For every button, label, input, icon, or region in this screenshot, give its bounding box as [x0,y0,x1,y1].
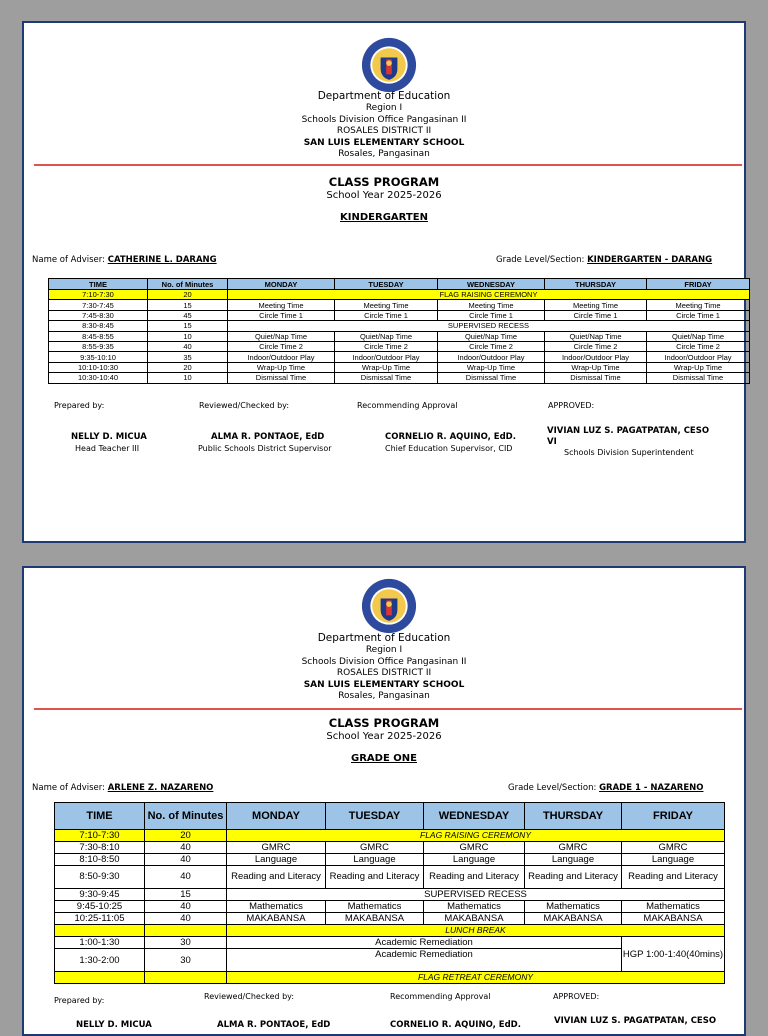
prepared-by-role: Head Teacher III [75,444,140,453]
address: Rosales, Pangasinan [338,149,430,159]
header-tuesday: TUESDAY [335,279,438,290]
table-row [55,937,725,949]
time-cell: 8:55-9:35 [49,341,148,351]
tuesday-cell: MAKABANSA [326,913,424,925]
adviser-label: Name of Adviser: [32,255,105,265]
minutes-cell: 20 [148,290,228,300]
region: Region I [365,103,403,113]
header-thursday: THURSDAY [525,803,622,830]
span-cell: SUPERVISED RECESS [227,889,725,901]
tuesday-cell: Reading and Literacy [326,866,424,889]
approved-name: VIVIAN LUZ S. PAGATPATAN, CESO [554,1016,717,1026]
table-row [49,310,750,320]
approved-role: Schools Division Superintendent [564,448,694,457]
header-divider [34,164,742,166]
monday-cell: Mathematics [227,901,326,913]
table-header-row [49,279,750,290]
minutes-cell [145,925,227,937]
approved-name: VIVIAN LUZ S. PAGATPATAN, CESO [547,426,710,436]
minutes-cell: 40 [145,913,227,925]
wednesday-cell: Circle Time 2 [438,341,545,351]
time-cell: 10:25-11:05 [55,913,145,925]
schedule-table [54,802,725,984]
thursday-cell: Meeting Time [545,300,647,310]
tuesday-cell: Language [326,854,424,866]
prepared-by-label: Prepared by: [54,401,105,410]
minutes-cell: 30 [145,937,227,949]
title-block [24,175,744,223]
time-cell: 10:30-10:40 [49,373,148,383]
time-cell: 1:00-1:30 [55,937,145,949]
monday-cell: Language [227,854,326,866]
time-cell: 7:10-7:30 [55,830,145,842]
tuesday-cell: Wrap-Up Time [335,362,438,372]
table-row [55,866,725,889]
header-wednesday: WEDNESDAY [424,803,525,830]
header-wednesday: WEDNESDAY [438,279,545,290]
minutes-cell: 45 [148,310,228,320]
recommending-role: Chief Education Supervisor, CID [385,444,513,453]
reviewed-by-name: ALMA R. PONTAOE, EdD [217,1020,331,1030]
thursday-cell: Reading and Literacy [525,866,622,889]
district: ROSALES DISTRICT II [336,126,432,136]
wednesday-cell: Dismissal Time [438,373,545,383]
friday-cell: Indoor/Outdoor Play [647,352,750,362]
adviser-line [32,783,213,793]
tuesday-cell: Circle Time 1 [335,310,438,320]
document-page-grade-one [22,566,746,1036]
thursday-cell: MAKABANSA [525,913,622,925]
friday-cell: Dismissal Time [647,373,750,383]
table-row [49,300,750,310]
wednesday-cell: Quiet/Nap Time [438,331,545,341]
time-cell: 1:30-2:00 [55,949,145,972]
thursday-cell: Quiet/Nap Time [545,331,647,341]
grade-section-label: Grade Level/Section: [508,783,597,793]
time-cell: 7:45-8:30 [49,310,148,320]
minutes-cell: 40 [145,866,227,889]
wednesday-cell: GMRC [424,842,525,854]
minutes-cell: 15 [148,300,228,310]
time-cell: 7:30-7:45 [49,300,148,310]
time-cell: 9:35-10:10 [49,352,148,362]
span-cell: Academic Remediation [227,949,622,972]
monday-cell: MAKABANSA [227,913,326,925]
tuesday-cell: Mathematics [326,901,424,913]
time-cell: 7:30-8:10 [55,842,145,854]
header-time: TIME [55,803,145,830]
span-cell: LUNCH BREAK [227,925,725,937]
adviser-label: Name of Adviser: [32,783,105,793]
monday-cell: Indoor/Outdoor Play [228,352,335,362]
region: Region I [365,645,403,655]
minutes-cell: 20 [145,830,227,842]
table-row [49,331,750,341]
span-cell: FLAG RAISING CEREMONY [228,290,750,300]
minutes-cell: 40 [145,901,227,913]
grade-section-value: GRADE 1 - NAZARENO [599,783,704,793]
school-name: SAN LUIS ELEMENTARY SCHOOL [303,137,465,148]
header-monday: MONDAY [227,803,326,830]
address: Rosales, Pangasinan [338,691,430,701]
tuesday-cell: Quiet/Nap Time [335,331,438,341]
friday-cell: HGP 1:00-1:40(40mins) [622,937,725,972]
wednesday-cell: Reading and Literacy [424,866,525,889]
friday-cell: Mathematics [622,901,725,913]
recommending-name: CORNELIO R. AQUINO, EdD. [385,432,516,442]
thursday-cell: Dismissal Time [545,373,647,383]
grade-level-heading: GRADE ONE [351,753,417,764]
time-cell: 9:45-10:25 [55,901,145,913]
header-divider [34,708,742,710]
thursday-cell: Wrap-Up Time [545,362,647,372]
header-friday: FRIDAY [647,279,750,290]
school-name: SAN LUIS ELEMENTARY SCHOOL [303,679,465,690]
recommending-label: Recommending Approval [357,401,458,410]
prepared-by-name: NELLY D. MICUA [76,1020,152,1030]
time-cell: 8:30-8:45 [49,321,148,331]
table-row [49,321,750,331]
wednesday-cell: Meeting Time [438,300,545,310]
table-row [55,830,725,842]
wednesday-cell: Indoor/Outdoor Play [438,352,545,362]
adviser-line [32,255,217,265]
tuesday-cell: Meeting Time [335,300,438,310]
table-row [55,901,725,913]
reviewed-by-label: Reviewed/Checked by: [204,992,295,1001]
time-cell [55,972,145,984]
wednesday-cell: Mathematics [424,901,525,913]
document-page-kindergarten [22,21,746,543]
deped-seal-logo [361,578,417,634]
wednesday-cell: Language [424,854,525,866]
minutes-cell: 10 [148,331,228,341]
minutes-cell: 15 [145,889,227,901]
deped-seal-logo [361,37,417,93]
grade-section-value: KINDERGARTEN - DARANG [587,255,713,265]
minutes-cell: 40 [145,854,227,866]
school-year: School Year 2025-2026 [326,731,442,742]
monday-cell: Circle Time 2 [228,341,335,351]
schedule-table [48,278,750,384]
thursday-cell: Language [525,854,622,866]
minutes-cell [145,972,227,984]
span-cell: Academic Remediation [227,937,622,949]
time-cell: 8:45-8:55 [49,331,148,341]
friday-cell: Circle Time 1 [647,310,750,320]
grade-level-heading: KINDERGARTEN [340,212,428,223]
department-name: Department of Education [317,90,451,102]
table-row [55,925,725,937]
approved-label: APPROVED: [553,992,600,1001]
minutes-cell: 15 [148,321,228,331]
minutes-cell: 10 [148,373,228,383]
table-row [49,362,750,372]
thursday-cell: Circle Time 1 [545,310,647,320]
header-minutes: No. of Minutes [145,803,227,830]
reviewed-by-name: ALMA R. PONTAOE, EdD [211,432,325,442]
span-cell: FLAG RETREAT CEREMONY [227,972,725,984]
time-cell: 9:30-9:45 [55,889,145,901]
table-row [49,352,750,362]
friday-cell: Language [622,854,725,866]
monday-cell: GMRC [227,842,326,854]
wednesday-cell: MAKABANSA [424,913,525,925]
prepared-by-name: NELLY D. MICUA [71,432,147,442]
monday-cell: Meeting Time [228,300,335,310]
tuesday-cell: Dismissal Time [335,373,438,383]
department-name: Department of Education [317,632,451,644]
monday-cell: Reading and Literacy [227,866,326,889]
header-thursday: THURSDAY [545,279,647,290]
friday-cell: Wrap-Up Time [647,362,750,372]
grade-section-line [496,255,712,265]
minutes-cell: 20 [148,362,228,372]
time-cell: 8:10-8:50 [55,854,145,866]
header-time: TIME [49,279,148,290]
reviewed-by-role: Public Schools District Supervisor [198,444,332,453]
thursday-cell: Mathematics [525,901,622,913]
monday-cell: Dismissal Time [228,373,335,383]
division: Schools Division Office Pangasinan II [301,656,467,667]
span-cell: SUPERVISED RECESS [228,321,750,331]
approved-label: APPROVED: [548,401,595,410]
friday-cell: Reading and Literacy [622,866,725,889]
grade-section-line [508,783,704,793]
table-row [49,373,750,383]
table-row [55,854,725,866]
recommending-label: Recommending Approval [390,992,491,1001]
grade-section-label: Grade Level/Section: [496,255,585,265]
class-program-title: CLASS PROGRAM [328,716,440,730]
recommending-name: CORNELIO R. AQUINO, EdD. [390,1020,521,1030]
tuesday-cell: Indoor/Outdoor Play [335,352,438,362]
thursday-cell: Circle Time 2 [545,341,647,351]
header-friday: FRIDAY [622,803,725,830]
title-block [24,716,744,764]
approved-name-continued: VI [547,437,557,447]
district: ROSALES DISTRICT II [336,668,432,678]
thursday-cell: GMRC [525,842,622,854]
adviser-name: CATHERINE L. DARANG [107,255,217,265]
header-monday: MONDAY [228,279,335,290]
span-cell: FLAG RAISING CEREMONY [227,830,725,842]
letterhead [24,632,744,703]
adviser-name: ARLENE Z. NAZARENO [107,783,214,793]
letterhead [24,90,744,161]
division: Schools Division Office Pangasinan II [301,114,467,125]
monday-cell: Wrap-Up Time [228,362,335,372]
friday-cell: GMRC [622,842,725,854]
prepared-by-label: Prepared by: [54,996,105,1005]
friday-cell: Circle Time 2 [647,341,750,351]
time-cell: 8:50-9:30 [55,866,145,889]
school-year: School Year 2025-2026 [326,190,442,201]
tuesday-cell: GMRC [326,842,424,854]
wednesday-cell: Circle Time 1 [438,310,545,320]
minutes-cell: 40 [145,842,227,854]
time-cell: 7:10-7:30 [49,290,148,300]
class-program-title: CLASS PROGRAM [328,175,440,189]
table-header-row [55,803,725,830]
friday-cell: Meeting Time [647,300,750,310]
table-row [55,913,725,925]
tuesday-cell: Circle Time 2 [335,341,438,351]
monday-cell: Quiet/Nap Time [228,331,335,341]
time-cell: 10:10-10:30 [49,362,148,372]
header-minutes: No. of Minutes [148,279,228,290]
thursday-cell: Indoor/Outdoor Play [545,352,647,362]
table-row [55,889,725,901]
minutes-cell: 35 [148,352,228,362]
time-cell [55,925,145,937]
table-row [55,972,725,984]
minutes-cell: 40 [148,341,228,351]
header-tuesday: TUESDAY [326,803,424,830]
minutes-cell: 30 [145,949,227,972]
table-row [55,842,725,854]
monday-cell: Circle Time 1 [228,310,335,320]
friday-cell: Quiet/Nap Time [647,331,750,341]
wednesday-cell: Wrap-Up Time [438,362,545,372]
table-row [49,341,750,351]
friday-cell: MAKABANSA [622,913,725,925]
table-row [49,290,750,300]
reviewed-by-label: Reviewed/Checked by: [199,401,290,410]
